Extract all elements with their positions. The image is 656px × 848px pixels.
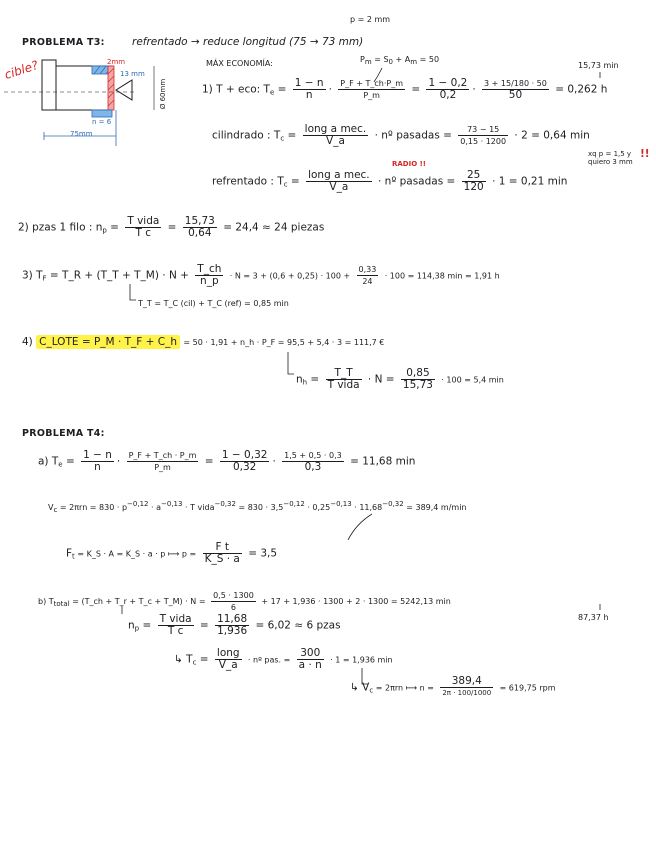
cilindrado-note-2: quiero 3 mm <box>588 158 633 166</box>
t3-eq-refrentado: refrentado : $T_c$ = long a mec. V_a · nº pasadas = $\frac{25}{120}$ · 1 = 0,21 min <box>212 169 568 193</box>
top-note: p = 2 mm <box>350 15 391 24</box>
t3-subtitle: refrentado → reduce longitud (75 → 73 mm) <box>132 36 364 48</box>
t3-eq-te: 1) T + eco: $T_e$ = $\frac{1 - n}{n}$ · $\frac{P\_F + T\_ch\cdot P\_m}{P\_m}$ = $\frac{1 - 0,2}{0,2}$ · 3 + 15/180 · 50 50 = 0,262 h <box>202 77 608 101</box>
te-result-top: 15,73 min <box>578 61 619 70</box>
t4-eq-np: $n_p$ = T vida T c = $\frac{11,68}{1,936}$ = 6,02 ≈ 6 pzas <box>128 613 341 637</box>
cilindrado-note-1: xq p = 1,5 y <box>588 150 632 158</box>
diagram-label-13: 13 mm <box>120 70 145 78</box>
max-econ-label: MÁX ECONOMÍA: <box>206 59 273 68</box>
pm-note: $P_m = S_0 + A_m = 50$ <box>360 55 440 66</box>
diagram-scribble: cible? <box>2 57 40 83</box>
t3-eq-tf: 3) $T_F$ = T_R + (T_T + T_M) · N + $\frac{T\_ch}{n\_p}$ · N = 3 + (0,6 + 0,25) · 100 + $\frac{0,33}{24}$ · 100 = 114,38 min = 1,91 h <box>22 263 500 287</box>
t3-eq-tt: T_T = T_C (cil) + T_C (ref) = 0,85 min <box>138 299 289 308</box>
t3-eq-cilindrado: cilindrado : $T_c$ = long a mec. V_a · nº pasadas = $\frac{73 - 15}{0,15 \cdot 1200}$ · 2 = 0,64 min <box>212 123 590 147</box>
diagram-label-n: n = 6 <box>92 118 112 126</box>
radio-note: RADIO !! <box>392 160 426 168</box>
clote-highlight: C_LOTE = P_M · T_F + C_h <box>36 335 180 349</box>
t4-eq-vc: $V_c = 2\pi rn = 830 \cdot p^{-0,12} \cdot a^{-0,13} \cdot T$ vida$^{-0,32}$ = $830 \cdot 3,5^{-0,12} \cdot 0,25^{-0,13} \cdot 11,68^{-0,32} = 389,4$ m/min <box>48 500 467 514</box>
t3-eq-nh: $n_h$ = T_T T vida · N = $\frac{0,85}{15,73}$ · 100 = 5,4 min <box>296 367 504 391</box>
cilindrado-bang: !! <box>640 148 650 160</box>
diagram-label-2mm: 2mm <box>107 58 126 66</box>
t4-eq-rpm: ↳ $V_c = 2\pi rn$ ⟼ n = 389,4 2π · 100/1000 = 619,75 rpm <box>350 675 556 697</box>
t4-eq-ft: $F_t$ = K_S · A = K_S · a · p ⟼ p = $\frac{\text{F t}}{K\_S \cdot a}$ = 3,5 <box>66 541 278 565</box>
t4-eq-tc: ↳ $T_c$ = long V_a · nº pas. = $\frac{300}{a \cdot n}$ · 1 = 1,936 min <box>174 647 393 671</box>
t4-eq-ttotal: b) $T_{total}$ = (T_ch + T_r + T_c + T_M) · N = $\frac{0,5 \cdot 1300}{6}$ + 17 + 1,936 · 1300 + 2 · 1300 = 5242,13 min <box>38 591 451 612</box>
t4-hours: 87,37 h <box>578 613 609 622</box>
diagram-label-60: Ø 60mm <box>159 78 168 110</box>
t3-eq-clote: 4) C_LOTE = P_M · T_F + C_h = 50 · 1,91 + n_h · P_F = 95,5 + 5,4 · 3 = 111,7 € <box>22 336 385 348</box>
diagram-label-75: 75mm <box>70 130 93 138</box>
t4-title: PROBLEMA T4: <box>22 428 105 439</box>
t3-title: PROBLEMA T3: <box>22 37 105 48</box>
t4-eq-te: a) $T_e$ = $\frac{1 - n}{n}$ · $\frac{P\_F + T\_ch \cdot P\_m}{P\_m}$ = $\frac{1 - 0,32}{0,32}$ · 1,5 + 0,5 · 0,3 0,3 = 11,68 min <box>38 449 416 473</box>
t3-eq-pzas: 2) pzas 1 filo : $n_p$ = T vida T c = $\frac{15,73}{0,64}$ = 24,4 ≈ 24 piezas <box>18 215 325 239</box>
